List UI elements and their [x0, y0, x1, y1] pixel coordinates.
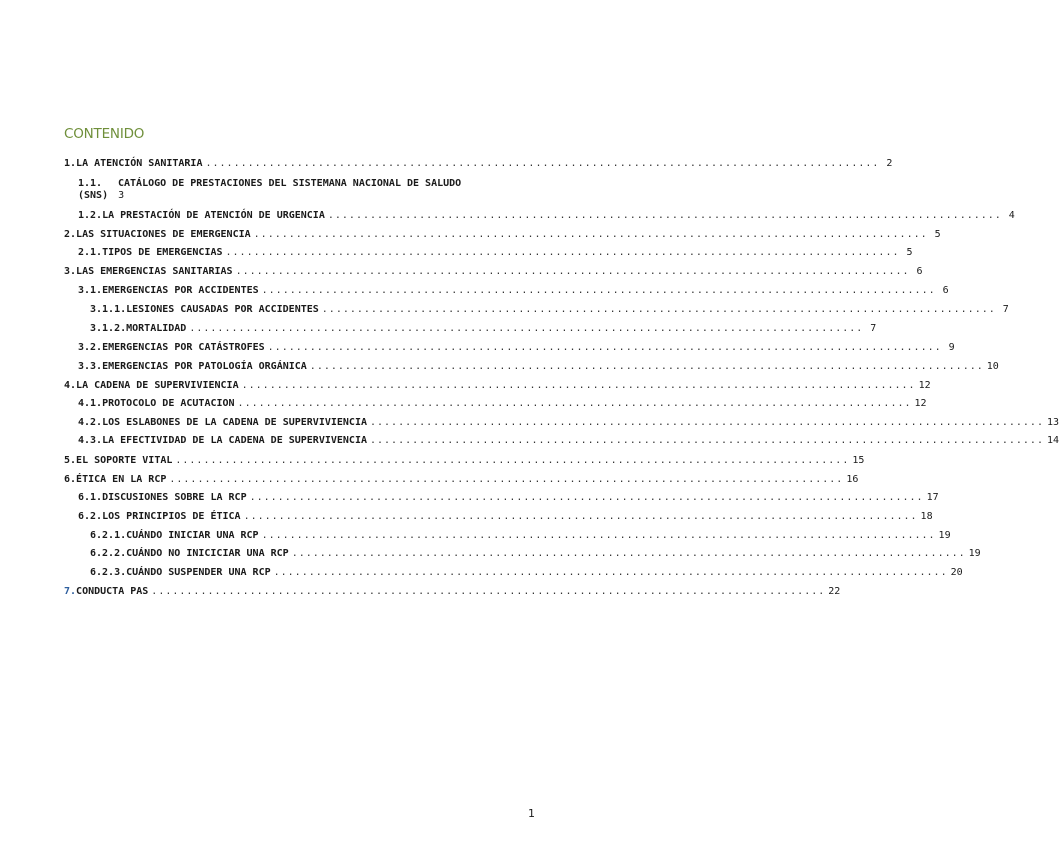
toc-entry-number: 2. [64, 229, 77, 240]
dot-leader: ................................................................................................ [261, 530, 936, 541]
dot-leader: ................................................................................................ [253, 229, 928, 240]
dot-leader: ................................................................................................ [309, 361, 984, 372]
toc-entry-3[interactable] [64, 266, 923, 280]
toc-entry-7[interactable] [64, 586, 841, 600]
toc-entry-number: 6.1. [78, 492, 103, 503]
toc-entry-title: TIPOS DE EMERGENCIAS [102, 247, 223, 258]
toc-entry-page: 4 [1008, 210, 1015, 221]
toc-entry-6-2-3[interactable] [90, 567, 963, 581]
dot-leader: ................................................................................................ [249, 492, 924, 503]
toc-entry-title: EMERGENCIAS POR CATÁSTROFES [102, 342, 265, 353]
toc-entry-page: 5 [906, 247, 913, 258]
toc-entry-page: 18 [920, 511, 933, 522]
toc-entry-title: LOS PRINCIPIOS DE ÉTICA [102, 511, 241, 522]
toc-entry-page: 17 [926, 492, 939, 503]
toc-entry-6-2-1[interactable] [90, 530, 951, 544]
toc-entry-title: EMERGENCIAS POR ACCIDENTES [102, 285, 259, 296]
toc-entry-3-1-2[interactable] [90, 323, 877, 337]
toc-entry-number: 6.2.2. [90, 548, 127, 559]
toc-entry-page: 5 [934, 229, 941, 240]
toc-entry-page: 3 [118, 190, 125, 201]
dot-leader: ................................................................................................ [273, 567, 948, 578]
toc-entry-page: 7 [870, 323, 877, 334]
toc-entry-title: LOS ESLABONES DE LA CADENA DE SUPERVIVIENCIA [102, 417, 367, 428]
dot-leader: ................................................................................................ [370, 417, 1044, 428]
toc-entry-6-2-2[interactable] [90, 548, 981, 562]
dot-leader: ................................................................................................ [370, 435, 1044, 446]
toc-entry-number: 5. [64, 455, 77, 466]
toc-entry-4-2[interactable] [78, 417, 1059, 431]
toc-entry-2-1[interactable] [78, 247, 913, 261]
toc-entry-number: 3.1.2. [90, 323, 127, 334]
toc-entry-number: 4. [64, 380, 77, 391]
toc-entry-page: 19 [938, 530, 951, 541]
toc-entry-title: LA EFECTIVIDAD DE LA CADENA DE SUPERVIVENCIA [102, 435, 367, 446]
toc-entry-number: 4.2. [78, 417, 103, 428]
toc-entry-number: 1. [64, 158, 77, 169]
toc-entry-title: EL SOPORTE VITAL [76, 455, 173, 466]
toc-entry-1-1[interactable] [78, 178, 538, 202]
toc-entry-title: CUÁNDO INICIAR UNA RCP [126, 530, 259, 541]
toc-entry-title: LAS SITUACIONES DE EMERGENCIA [76, 229, 251, 240]
toc-entry-title: CUÁNDO SUSPENDER UNA RCP [126, 567, 271, 578]
toc-entry-number: 1.2. [78, 210, 103, 221]
toc-heading: CONTENIDO [64, 126, 145, 142]
toc-entry-number: 4.1. [78, 398, 103, 409]
toc-entry-number: 7. [64, 586, 77, 597]
toc-entry-number: 6.2.1. [90, 530, 127, 541]
dot-leader: ................................................................................................ [169, 474, 844, 485]
toc-entry-page: 10 [986, 361, 999, 372]
toc-entry-title: LA CADENA DE SUPERVIVIENCIA [76, 380, 239, 391]
toc-entry-1-2[interactable] [78, 210, 1015, 224]
toc-entry-number: 4.3. [78, 435, 103, 446]
toc-entry-title: LAS EMERGENCIAS SANITARIAS [76, 266, 233, 277]
toc-entry-page: 9 [948, 342, 955, 353]
dot-leader: ................................................................................................ [327, 210, 1002, 221]
toc-entry-number: 3.1. [78, 285, 103, 296]
toc-entry-title: CATÁLOGO DE PRESTACIONES DEL SISTEMANA NACIONAL DE SALUDO [118, 178, 462, 189]
toc-entry-number: 3. [64, 266, 77, 277]
dot-leader: ................................................................................................ [261, 285, 936, 296]
toc-entry-3-3[interactable] [78, 361, 999, 375]
page-number: 1 [528, 807, 535, 820]
toc-entry-number: 3.2. [78, 342, 103, 353]
dot-leader: ................................................................................................ [175, 455, 850, 466]
toc-entry-6-1[interactable] [78, 492, 939, 506]
toc-entry-6[interactable] [64, 474, 859, 488]
toc-entry-4-3[interactable] [78, 435, 1059, 449]
toc-entry-title: DISCUSIONES SOBRE LA RCP [102, 492, 247, 503]
dot-leader: ................................................................................................ [243, 511, 918, 522]
toc-entry-number: 6. [64, 474, 77, 485]
toc-entry-5[interactable] [64, 455, 865, 469]
dot-leader: ................................................................................................ [321, 304, 996, 315]
dot-leader: ................................................................................................ [189, 323, 864, 334]
toc-entry-number: 6.2.3. [90, 567, 127, 578]
dot-leader: ................................................................................................ [267, 342, 942, 353]
dot-leader: ................................................................................................ [235, 266, 910, 277]
toc-entry-title: ÉTICA EN LA RCP [76, 474, 167, 485]
toc-entry-2[interactable] [64, 229, 941, 243]
dot-leader: ................................................................................................ [205, 158, 880, 169]
dot-leader: ................................................................................................ [237, 398, 912, 409]
toc-entry-4-1[interactable] [78, 398, 927, 412]
toc-entry-page: 7 [1002, 304, 1009, 315]
toc-entry-title: LA PRESTACIÓN DE ATENCIÓN DE URGENCIA [102, 210, 325, 221]
toc-entry-page: 16 [846, 474, 859, 485]
toc-entry-number: 6.2. [78, 511, 103, 522]
toc-entry-page: 13 [1046, 417, 1059, 428]
toc-entry-number: 3.3. [78, 361, 103, 372]
dot-leader: ................................................................................................ [151, 586, 826, 597]
toc-entry-page: 12 [918, 380, 931, 391]
toc-entry-4[interactable] [64, 380, 931, 394]
toc-entry-title: CUÁNDO NO INICICIAR UNA RCP [126, 548, 289, 559]
toc-entry-page: 22 [828, 586, 841, 597]
toc-entry-page: 2 [886, 158, 893, 169]
toc-entry-page: 19 [968, 548, 981, 559]
toc-entry-number: 3.1.1. [90, 304, 127, 315]
toc-entry-title: MORTALIDAD [126, 323, 187, 334]
toc-entry-1[interactable] [64, 158, 893, 172]
toc-entry-3-2[interactable] [78, 342, 955, 356]
toc-entry-3-1-1[interactable] [90, 304, 1009, 318]
toc-entry-number: 1.1. [78, 178, 103, 189]
toc-entry-3-1[interactable] [78, 285, 949, 299]
toc-entry-number: 2.1. [78, 247, 103, 258]
dot-leader: ................................................................................................ [291, 548, 966, 559]
toc-entry-page: 6 [942, 285, 949, 296]
toc-entry-title: CONDUCTA PAS [76, 586, 149, 597]
toc-entry-page: 14 [1046, 435, 1059, 446]
toc-entry-title-continued: (SNS) [78, 190, 109, 201]
toc-entry-title: PROTOCOLO DE ACUTACION [102, 398, 235, 409]
toc-entry-title: EMERGENCIAS POR PATOLOGÍA ORGÁNICA [102, 361, 307, 372]
toc-entry-page: 20 [950, 567, 963, 578]
dot-leader: ................................................................................................ [241, 380, 916, 391]
toc-entry-title: LESIONES CAUSADAS POR ACCIDENTES [126, 304, 319, 315]
toc-entry-6-2[interactable] [78, 511, 933, 525]
toc-entry-page: 6 [916, 266, 923, 277]
toc-entry-page: 12 [914, 398, 927, 409]
toc-entry-page: 15 [852, 455, 865, 466]
toc-entry-title: LA ATENCIÓN SANITARIA [76, 158, 203, 169]
dot-leader: ................................................................................................ [225, 247, 900, 258]
